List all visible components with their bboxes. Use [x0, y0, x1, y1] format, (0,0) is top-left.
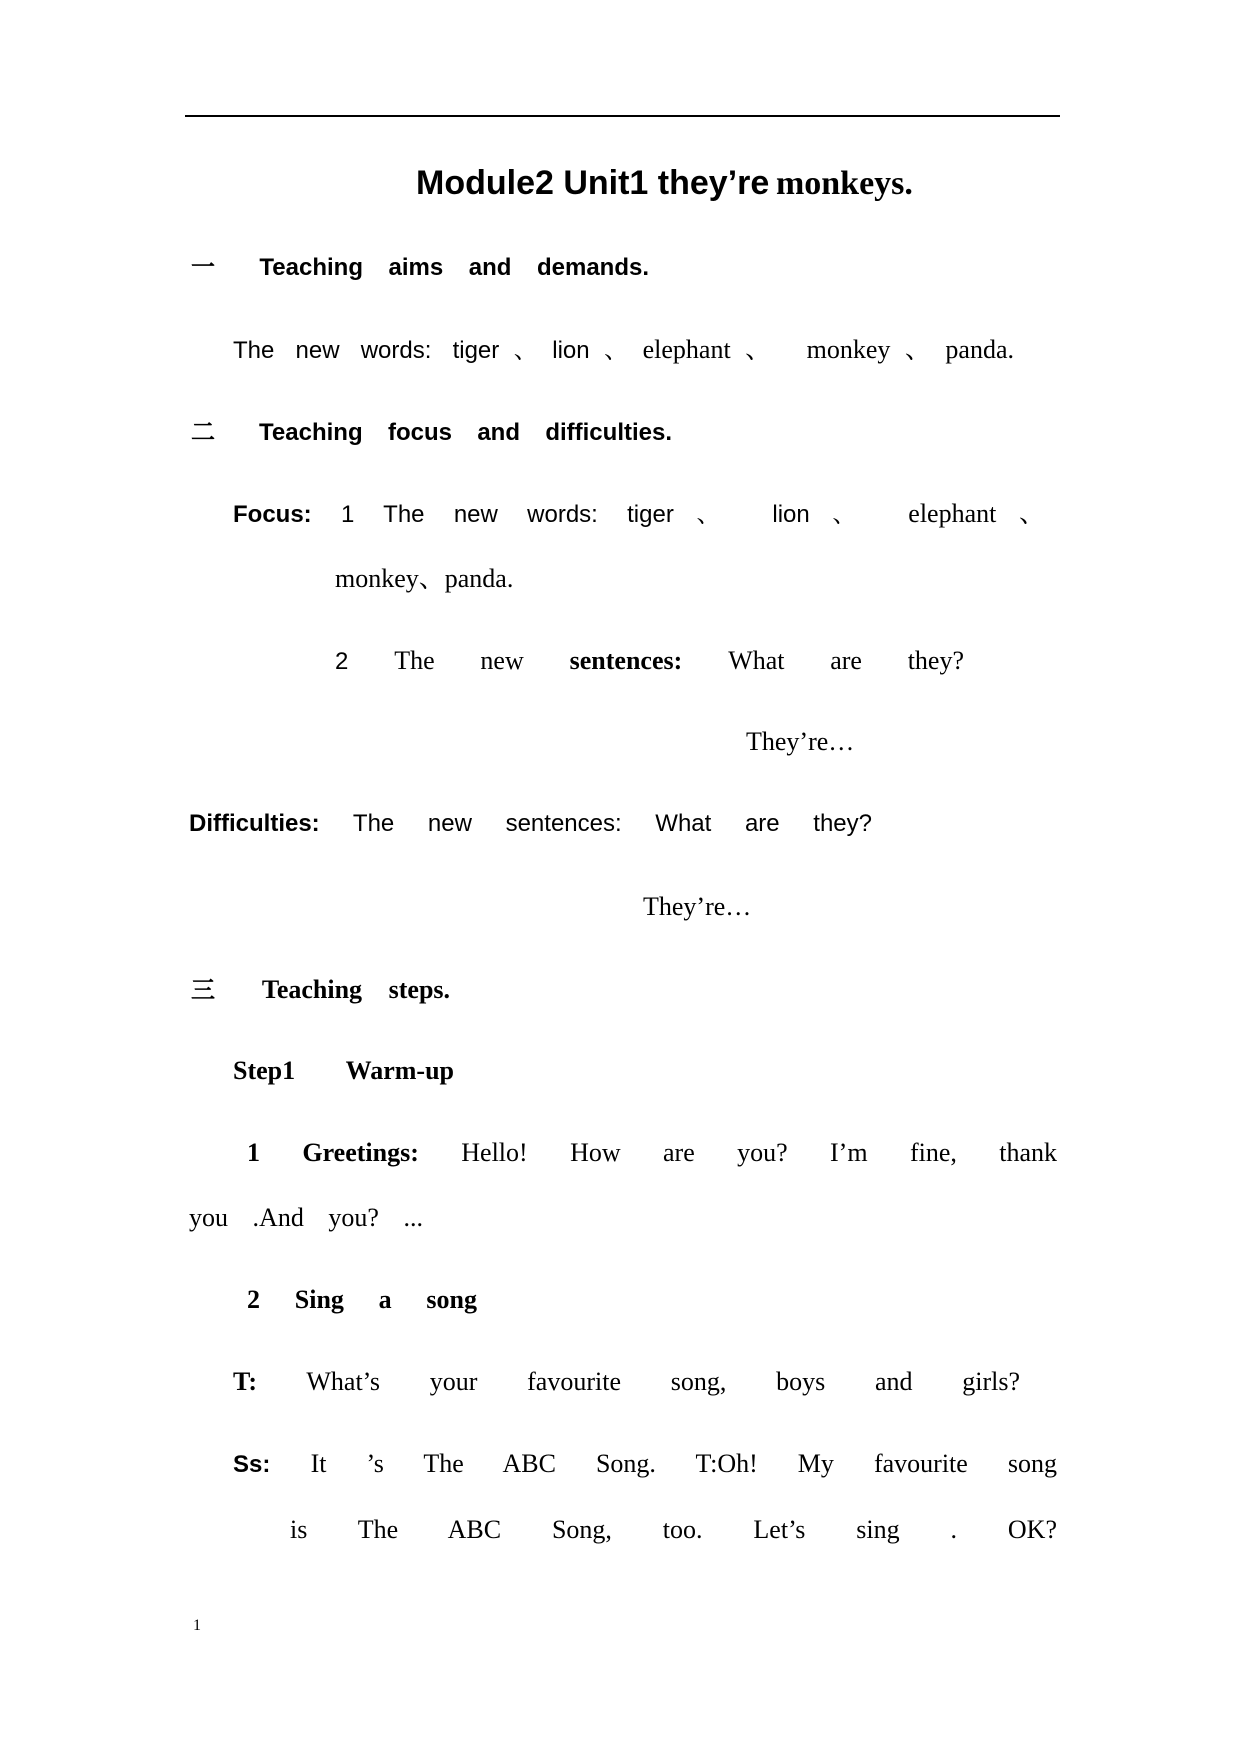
greetings-continued [189, 1203, 423, 1233]
focus-item2-pre: The new [394, 646, 524, 675]
focus-item2-answer [746, 727, 854, 757]
section1-new-words [233, 335, 1014, 366]
greetings-cont: you .And you? ... [189, 1203, 423, 1232]
focus-answer-text: They’re… [746, 727, 855, 756]
difficulties-answer [643, 892, 751, 922]
teacher-text: What’s your favourite song, boys and girls? [306, 1367, 1021, 1396]
students-text: It ’s The ABC Song. T:Oh! My favourite song [310, 1449, 1057, 1478]
focus-item1 [233, 499, 1045, 530]
title-main: Module2 Unit1 they’re [416, 164, 770, 202]
difficulties-label: Difficulties: [189, 810, 320, 837]
step1-title-text: Step1 Warm-up [233, 1056, 454, 1085]
section1-heading [191, 253, 649, 283]
students-line [233, 1449, 1057, 1480]
section2-heading-text: Teaching focus and difficulties. [259, 419, 673, 446]
students-continued [290, 1515, 1057, 1545]
section3-numeral: 三 [191, 977, 236, 1004]
header-rule [185, 115, 1060, 117]
students-label: Ss: [233, 1451, 271, 1478]
focus-item2-num: 2 [335, 648, 349, 675]
focus-item1-cont: monkey、panda. [335, 564, 514, 593]
difficulties-text: The new sentences: What are they? [352, 810, 872, 837]
step1-title [233, 1056, 454, 1086]
section2-numeral: 二 [191, 419, 234, 446]
new-words-sans: The new words: tiger、lion、 [233, 337, 643, 364]
focus-item1-sans: 1 The new words: tiger、 lion、 [340, 501, 879, 528]
title-tail: monkeys. [775, 165, 913, 202]
new-words-serif: elephant、 monkey、panda. [642, 335, 1014, 364]
page-number: 1 [193, 1617, 201, 1634]
difficulties-answer-text: They’re… [643, 892, 752, 921]
section1-numeral: 一 [191, 254, 234, 281]
section1-heading-text: Teaching aims and demands. [259, 254, 650, 281]
focus-item2-bold: sentences: [569, 646, 683, 675]
section2-heading [191, 418, 672, 448]
focus-item2 [335, 646, 964, 677]
focus-item1-continued [335, 564, 513, 594]
difficulties-line [189, 809, 872, 839]
greetings-label: 1 Greetings: [247, 1138, 419, 1167]
page-title [416, 163, 913, 207]
teacher-label: T: [233, 1367, 258, 1396]
song-title-text: 2 Sing a song [247, 1285, 477, 1314]
section3-heading [191, 975, 450, 1006]
song-title [247, 1285, 477, 1315]
teacher-line [233, 1367, 1020, 1397]
focus-item2-post: What are they? [728, 646, 964, 675]
greetings-text: Hello! How are you? I’m fine, thank [461, 1138, 1058, 1167]
focus-item1-serif: elephant、 [908, 499, 1045, 528]
focus-label: Focus: [233, 501, 312, 528]
students-cont: is The ABC Song, too. Let’s sing . OK? [290, 1515, 1057, 1544]
section3-heading-text: Teaching steps. [261, 975, 451, 1004]
greetings-line [247, 1138, 1057, 1168]
